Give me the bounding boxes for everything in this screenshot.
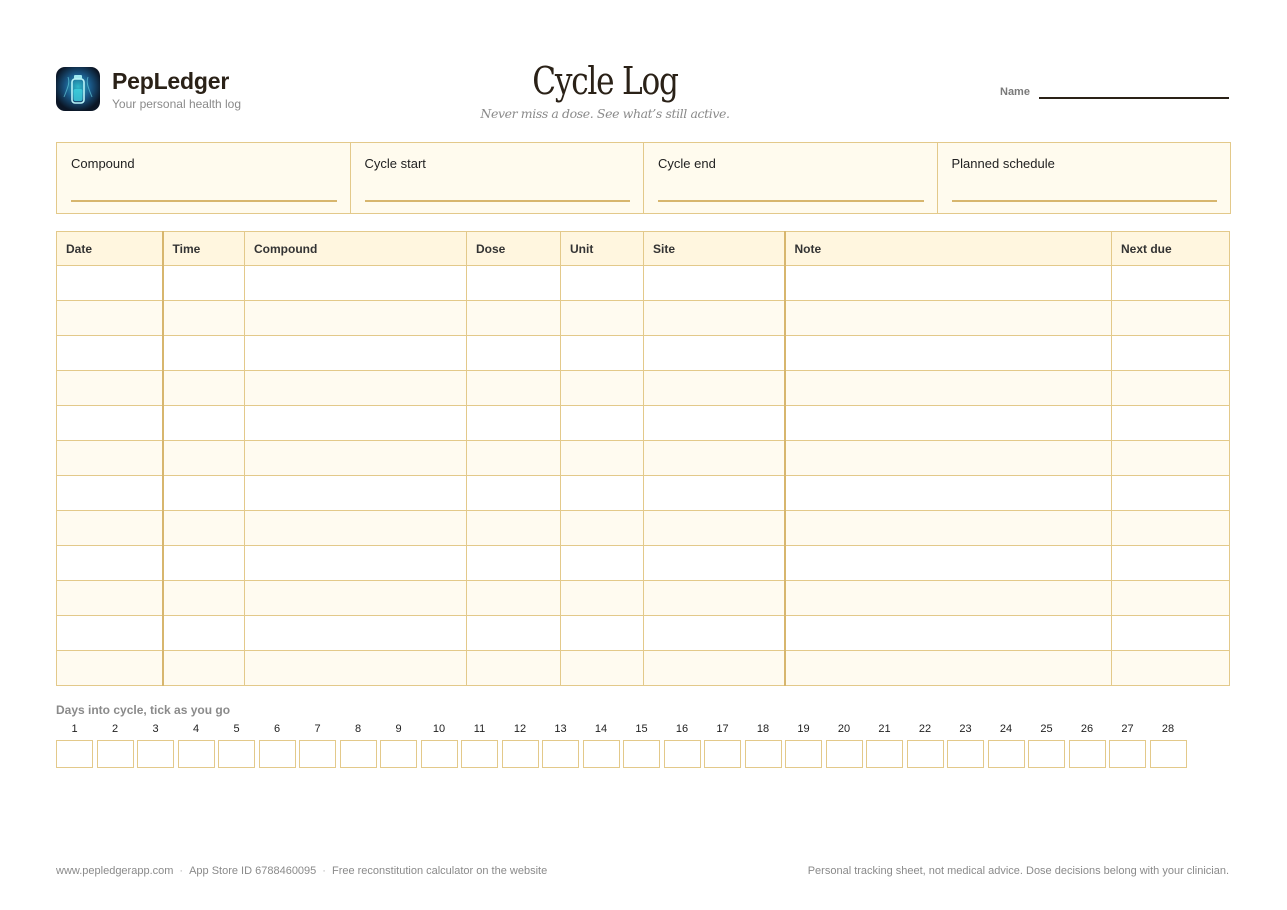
table-cell[interactable] (561, 301, 644, 336)
separator-dot: · (322, 865, 326, 877)
day-checkbox[interactable] (1028, 740, 1065, 768)
day-number: 11 (473, 723, 486, 735)
table-cell[interactable] (57, 546, 163, 581)
table-cell[interactable] (163, 406, 245, 441)
planned-schedule-field[interactable] (938, 143, 1231, 213)
table-cell[interactable] (1112, 371, 1230, 406)
day-checkbox[interactable] (623, 740, 660, 768)
day-item (623, 722, 660, 768)
table-cell[interactable] (1112, 266, 1230, 301)
day-item (785, 722, 822, 768)
day-checkbox[interactable] (826, 740, 863, 768)
table-cell[interactable] (785, 336, 1112, 371)
table-cell[interactable] (467, 371, 561, 406)
table-cell[interactable] (57, 336, 163, 371)
day-item (218, 722, 255, 768)
day-item (259, 722, 296, 768)
table-cell[interactable] (785, 651, 1112, 686)
table-cell[interactable] (245, 266, 467, 301)
day-checkbox[interactable] (1069, 740, 1106, 768)
table-cell[interactable] (1112, 546, 1230, 581)
table-cell[interactable] (245, 441, 467, 476)
table-cell[interactable] (785, 266, 1112, 301)
table-cell[interactable] (1112, 441, 1230, 476)
table-cell[interactable] (644, 651, 785, 686)
day-item (97, 722, 134, 768)
table-cell[interactable] (57, 476, 163, 511)
day-number: 13 (554, 723, 567, 735)
table-cell[interactable] (1112, 406, 1230, 441)
page-title: Cycle Log (532, 59, 678, 103)
day-number: 10 (432, 723, 446, 735)
table-cell[interactable] (163, 616, 245, 651)
day-item (988, 722, 1025, 768)
table-cell[interactable] (163, 301, 245, 336)
table-cell[interactable] (467, 301, 561, 336)
table-cell[interactable] (245, 371, 467, 406)
table-cell[interactable] (644, 266, 785, 301)
day-checkbox[interactable] (218, 740, 255, 768)
day-number: 9 (395, 723, 402, 735)
column-header-dose: Dose (467, 232, 561, 266)
day-checkbox[interactable] (907, 740, 944, 768)
table-cell[interactable] (467, 336, 561, 371)
day-number: 7 (314, 723, 321, 735)
table-row (57, 616, 1230, 651)
table-cell[interactable] (163, 441, 245, 476)
table-cell[interactable] (163, 581, 245, 616)
table-cell[interactable] (467, 476, 561, 511)
table-cell[interactable] (1112, 336, 1230, 371)
table-cell[interactable] (785, 546, 1112, 581)
table-cell[interactable] (644, 546, 785, 581)
name-label: Name (1000, 86, 1030, 98)
day-number: 12 (513, 723, 527, 735)
day-item (299, 722, 336, 768)
day-number: 8 (354, 723, 362, 735)
day-item (1150, 722, 1187, 768)
table-cell[interactable] (245, 616, 467, 651)
day-item (340, 722, 377, 768)
table-row (57, 371, 1230, 406)
day-item (56, 722, 93, 768)
table-row (57, 476, 1230, 511)
day-number: 5 (233, 723, 240, 735)
day-checkbox[interactable] (299, 740, 336, 768)
table-cell[interactable] (561, 441, 644, 476)
day-checkbox[interactable] (947, 740, 984, 768)
table-cell[interactable] (785, 616, 1112, 651)
column-header-time: Time (163, 232, 245, 266)
table-cell[interactable] (245, 511, 467, 546)
day-number: 16 (675, 723, 689, 735)
table-cell[interactable] (245, 581, 467, 616)
footer-disclaimer: Personal tracking sheet, not medical advice. Dose decisions belong with your clinician. (807, 865, 1229, 877)
page-header (56, 59, 1229, 126)
table-cell[interactable] (785, 511, 1112, 546)
day-checkbox[interactable] (745, 740, 782, 768)
brand-name: PepLedger (112, 68, 230, 94)
day-number: 21 (878, 723, 891, 735)
field-label: Cycle end (658, 156, 716, 171)
separator-dot: · (179, 865, 184, 877)
day-number: 15 (635, 723, 648, 735)
field-label: Compound (71, 156, 135, 171)
page-subtitle: Never miss a dose. See what’s still active. (480, 106, 730, 121)
compound-field[interactable] (57, 143, 351, 213)
cycle-start-field[interactable] (351, 143, 645, 213)
table-cell[interactable] (561, 476, 644, 511)
table-cell[interactable] (561, 406, 644, 441)
table-cell[interactable] (57, 511, 163, 546)
table-cell[interactable] (785, 371, 1112, 406)
day-checkbox[interactable] (461, 740, 498, 768)
day-checkbox[interactable] (988, 740, 1025, 768)
table-cell[interactable] (561, 336, 644, 371)
column-header-next-due: Next due (1112, 232, 1230, 266)
field-input-line[interactable] (365, 200, 631, 202)
day-number: 18 (756, 723, 770, 735)
table-cell[interactable] (57, 441, 163, 476)
day-item (745, 722, 782, 768)
field-label: Cycle start (364, 156, 426, 171)
column-header-site: Site (644, 232, 785, 266)
day-number: 23 (959, 723, 972, 735)
day-item (947, 722, 984, 768)
field-input-line[interactable] (952, 200, 1218, 202)
day-number: 2 (111, 723, 119, 735)
day-item (704, 722, 741, 768)
column-header-note: Note (785, 232, 1112, 266)
table-cell[interactable] (644, 441, 785, 476)
table-cell[interactable] (785, 301, 1112, 336)
table-cell[interactable] (1112, 301, 1230, 336)
column-header-compound: Compound (245, 232, 467, 266)
table-cell[interactable] (57, 581, 163, 616)
day-checkbox[interactable] (259, 740, 296, 768)
day-number: 28 (1161, 723, 1175, 735)
day-checkbox[interactable] (704, 740, 741, 768)
day-item (380, 722, 417, 768)
day-checkbox[interactable] (785, 740, 822, 768)
table-cell[interactable] (561, 266, 644, 301)
footer-website[interactable]: www.pepledgerapp.com (56, 865, 174, 877)
day-checkbox[interactable] (502, 740, 539, 768)
day-checkbox[interactable] (97, 740, 134, 768)
day-number: 6 (273, 723, 281, 735)
table-cell[interactable] (245, 546, 467, 581)
table-cell[interactable] (561, 581, 644, 616)
table-row (57, 581, 1230, 616)
table-cell[interactable] (245, 476, 467, 511)
day-number: 19 (797, 723, 810, 735)
day-item (1109, 722, 1146, 768)
title-block (442, 58, 768, 121)
day-checkbox[interactable] (664, 740, 701, 768)
table-row (57, 301, 1230, 336)
table-cell[interactable] (1112, 511, 1230, 546)
day-item (907, 722, 944, 768)
day-number: 27 (1121, 723, 1134, 735)
table-cell[interactable] (163, 266, 245, 301)
table-cell[interactable] (1112, 476, 1230, 511)
table-body (57, 266, 1230, 686)
day-item (1028, 722, 1065, 768)
table-cell[interactable] (57, 616, 163, 651)
day-checkbox[interactable] (340, 740, 377, 768)
brand-tagline: Your personal health log (112, 97, 241, 111)
table-row (57, 266, 1230, 301)
day-number: 3 (152, 723, 159, 735)
table-cell[interactable] (245, 336, 467, 371)
day-checkbox[interactable] (542, 740, 579, 768)
table-cell[interactable] (644, 336, 785, 371)
day-item (542, 722, 579, 768)
day-number: 20 (837, 723, 851, 735)
vial-logo-icon (56, 67, 100, 111)
table-row (57, 651, 1230, 686)
day-number: 26 (1080, 723, 1094, 735)
table-cell[interactable] (245, 406, 467, 441)
table-cell[interactable] (163, 371, 245, 406)
table-cell[interactable] (57, 301, 163, 336)
table-cell[interactable] (467, 651, 561, 686)
table-row (57, 336, 1230, 371)
day-checkbox[interactable] (421, 740, 458, 768)
table-cell[interactable] (561, 511, 644, 546)
field-input-line[interactable] (71, 200, 337, 202)
table-cell[interactable] (785, 441, 1112, 476)
field-label: Planned schedule (951, 156, 1055, 171)
table-row (57, 406, 1230, 441)
day-item (583, 722, 620, 768)
table-cell[interactable] (57, 651, 163, 686)
table-cell[interactable] (785, 581, 1112, 616)
table-cell[interactable] (561, 546, 644, 581)
day-item (502, 722, 539, 768)
table-cell[interactable] (245, 651, 467, 686)
field-input-line[interactable] (658, 200, 924, 202)
day-checkbox[interactable] (866, 740, 903, 768)
day-number: 22 (918, 723, 932, 735)
table-row (57, 441, 1230, 476)
table-cell[interactable] (1112, 651, 1230, 686)
table-cell[interactable] (57, 266, 163, 301)
day-checkbox[interactable] (583, 740, 620, 768)
footer-app-store-id: App Store ID 6788460095 (189, 865, 317, 877)
table-cell[interactable] (467, 616, 561, 651)
table-cell[interactable] (561, 651, 644, 686)
column-header-date: Date (57, 232, 163, 266)
day-checkbox[interactable] (380, 740, 417, 768)
day-number: 17 (716, 723, 729, 735)
day-item (421, 722, 458, 768)
day-item (178, 722, 215, 768)
day-item (826, 722, 863, 768)
table-cell[interactable] (467, 546, 561, 581)
table-cell[interactable] (644, 301, 785, 336)
table-cell[interactable] (644, 406, 785, 441)
day-checkbox[interactable] (137, 740, 174, 768)
day-checkbox[interactable] (1150, 740, 1187, 768)
day-number: 1 (71, 723, 78, 735)
day-number: 14 (594, 723, 608, 735)
table-cell[interactable] (561, 616, 644, 651)
day-checkbox[interactable] (56, 740, 93, 768)
cycle-end-field[interactable] (644, 143, 938, 213)
table-header-row (57, 232, 1230, 266)
table-cell[interactable] (245, 301, 467, 336)
dose-log-table (56, 231, 1230, 686)
table-cell[interactable] (163, 511, 245, 546)
day-item (664, 722, 701, 768)
table-cell[interactable] (467, 441, 561, 476)
table-cell[interactable] (644, 511, 785, 546)
table-cell[interactable] (467, 406, 561, 441)
day-item (137, 722, 174, 768)
table-cell[interactable] (467, 266, 561, 301)
column-header-unit: Unit (561, 232, 644, 266)
table-row (57, 546, 1230, 581)
table-cell[interactable] (467, 511, 561, 546)
table-cell[interactable] (785, 476, 1112, 511)
table-cell[interactable] (163, 336, 245, 371)
table-cell[interactable] (644, 371, 785, 406)
day-checkbox[interactable] (178, 740, 215, 768)
table-cell[interactable] (57, 371, 163, 406)
name-input-line[interactable] (1039, 97, 1229, 99)
table-cell[interactable] (1112, 616, 1230, 651)
footer-calculator-note: Free reconstitution calculator on the website (331, 865, 548, 877)
table-cell[interactable] (785, 406, 1112, 441)
table-cell[interactable] (561, 371, 644, 406)
table-row (57, 511, 1230, 546)
table-cell[interactable] (1112, 581, 1230, 616)
table-cell[interactable] (163, 476, 245, 511)
days-tracker-label: Days into cycle, tick as you go (56, 703, 231, 717)
table-cell[interactable] (163, 651, 245, 686)
cycle-info-fields (56, 142, 1231, 214)
day-number: 4 (192, 723, 200, 735)
footer-links (56, 865, 547, 877)
table-cell[interactable] (57, 406, 163, 441)
table-cell[interactable] (644, 616, 785, 651)
table-cell[interactable] (644, 476, 785, 511)
table-cell[interactable] (467, 581, 561, 616)
day-item (461, 722, 498, 768)
day-number: 24 (999, 723, 1013, 735)
day-item (1069, 722, 1106, 768)
table-cell[interactable] (163, 546, 245, 581)
day-number: 25 (1040, 723, 1053, 735)
table-cell[interactable] (644, 581, 785, 616)
day-checkbox[interactable] (1109, 740, 1146, 768)
day-item (866, 722, 903, 768)
